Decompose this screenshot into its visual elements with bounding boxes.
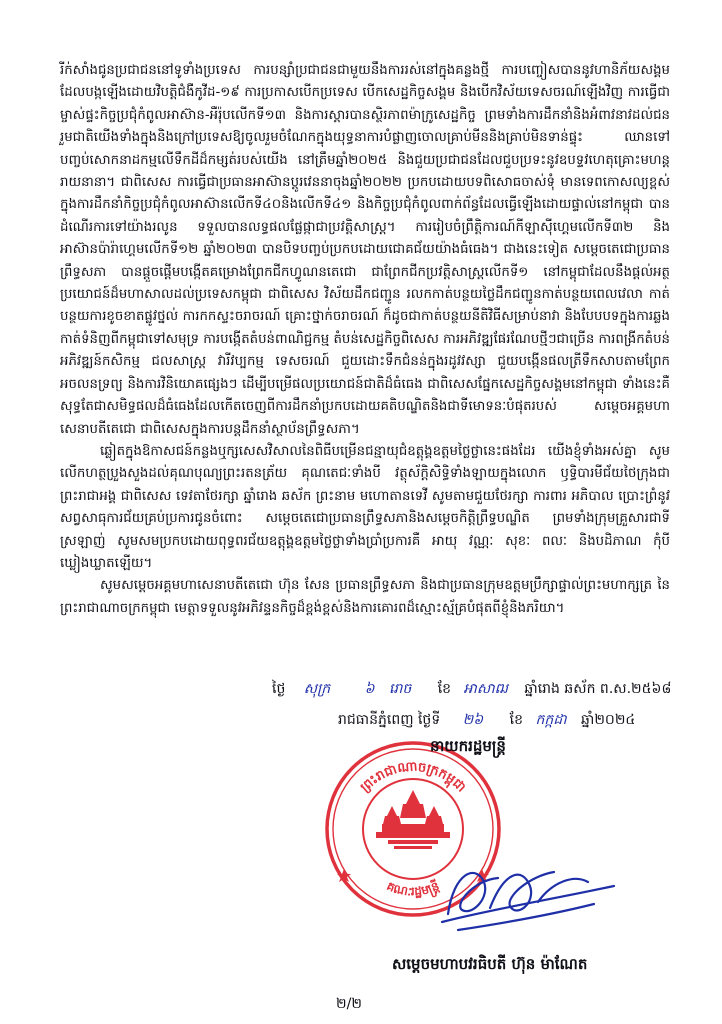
lunar-phase: រោច	[389, 681, 412, 697]
angkor-wat-emblem	[376, 790, 450, 849]
paragraph-1: រីក់សាំងជូនប្រជាជននៅទូទាំងប្រទេស ការបន្សាំប្រជាជនជាមួយនឹងការរស់នៅក្នុងគន្លងថ្មី ការបញ្ចៀសបាននូវហានិភ័យសង្គមដែលបង្កឡើងដោយវិបត្តិជំងឺកូវីដ-១៩ ការប្រកាសបើកប្រទេស បើកសេដ្ឋកិច្ចសង្គម និងបើកវិស័យទេសចរណ៍ឡើងវិញ ការធ្វើជាម្ចាស់ផ្ទះកិច្ចប្រជុំកំពូលអាស៊ាន-អឺរ៉ុបលើកទី១៣ និងការស្តារបានស្ថិរភាពម៉ាក្រូសេដ្ឋកិច្ច ព្រមទាំងការដឹកនាំនិងអំពាវនាវដល់ជនរួមជាតិយើងទាំងក្នុងនិងក្រៅប្រទេសឱ្យចូលរួមចំណែកក្នុងយុទ្ធនាការបំផ្លាញចោលគ្រាប់មីននិងគ្រាប់មិនទាន់ផ្ទុះ ឈានទៅបញ្ចប់សោកនាដកម្មលើទឹកដីដ៏កម្សត់របស់យើង នៅត្រឹមឆ្នាំ២០២៥ និងជួយប្រជាជនដែលជួបប្រទះនូវឧបទ្ទវហេតុគ្រោះមហន្តរាយនានា។ ជាពិសេស ការធ្វើជាប្រធានអាស៊ានប្តូរវេននាចុងឆ្នាំ២០២២ ប្រកបដោយបទពិសោធចាស់ទុំ មានទេពកោសល្យខ្ពស់ក្នុងការដឹកនាំកិច្ចប្រជុំកំពូលអាស៊ានលើកទី៤០និងលើកទី៤១ និងកិច្ចប្រជុំកំពូលពាក់ព័ន្ធដែលធ្វើឡើងដោយផ្ទាល់នៅកម្ពុជា បានដំណើរការទៅយ៉ាងរលូន ទទួលបានលទ្ធផលផ្លែផ្កាជាប្រវត្តិសាស្ត្រ។ ការរៀបចំព្រឹត្តិការណ៍កីឡាស៊ីហ្គេមលើកទី៣២ និងអាស៊ានប៉ារ៉ាហ្គេមលើកទី១២ ឆ្នាំ២០២៣ បានបិទបញ្ចប់ប្រកបដោយជោគជ័យយ៉ាងធំធេង។ ជាងនេះទៀត សម្តេចតេជោប្រធានព្រឹទ្ធសភា បានផ្តួចផ្តើមបង្កើតគម្រោងព្រែកជីកហ្វូណនតេជោ ជាព្រែកជីកប្រវត្តិសាស្ត្រលើកទី១ នៅកម្ពុជាដែលនឹងផ្តល់អត្ថប្រយោជន៍ដ៏មហាសាលដល់ប្រទេសកម្ពុជា ជាពិសេស វិស័យដឹកជញ្ជូន រលកកាត់បន្ថយថ្លៃដឹកជញ្ជូនកាត់បន្ថយពេលវេលា កាត់បន្ថយការខូចខាតផ្លូវថ្នល់ ការកកស្ទះចរាចរណ៍ គ្រោះថ្នាក់ចរាចរណ៍ ក៏ដូចជាកាត់បន្ថយនីតិវិធីសម្រាប់នាវា និងបែបបទក្នុងការឆ្លងកាត់ទំនិញពីកម្ពុជាទៅសមុទ្រ ការបង្កើតតំបន់ពាណិជ្ជកម្ម តំបន់សេដ្ឋកិច្ចពិសេស ការអភិវឌ្ឍផែរណែបថ្មីៗជាច្រើន ការពង្រីកតំបន់អភិវឌ្ឍន៍កសិកម្ម ជលសាស្ត្រ វារីវប្បកម្ម ទេសចរណ៍ ជួយដោះទឹកជំនន់ក្នុងរដូវវស្សា ជួយបង្កើនផលត្រីទឹកសាបតាមព្រែក អចលនទ្រព្យ និងការវិនិយោគផ្សេងៗ ដើម្បីបម្រើផលប្រយោជន៍ជាតិដ៏ធំធេង ជាពិសេសផ្នែកសេដ្ឋកិច្ចសង្គមនៅកម្ពុជា ទាំងនេះគឺសុទ្ធតែជាសមិទ្ធផលដ៏ធំធេងដែលកើតចេញពីការដឹកនាំប្រកបដោយគតិបណ្ឌិតនិងជាទីមោទនៈបំផុតរបស់ សម្តេចអគ្គមហាសេនាបតីតេជោ ជាពិសេសក្នុងការបន្តដឹកនាំស្ថាប័នព្រឹទ្ធសភា។	[60, 63, 670, 437]
lunar-prefix: ថ្ងៃ	[272, 681, 286, 697]
page-number: ២/២	[336, 996, 362, 1012]
lunar-date	[272, 679, 671, 700]
solar-month-label: ខែ	[509, 712, 523, 728]
lunar-suffix: ឆ្នាំរោង ឆស័ក ព.ស.២៥៦៨	[524, 681, 672, 697]
seal-bottom-text: គណៈរដ្ឋមន្ត្រី	[384, 878, 442, 899]
lunar-month-label: ខែ	[437, 681, 452, 697]
letter-body	[60, 60, 670, 620]
seal-top-text: ព្រះរាជាណាចក្រកម្ពុជា	[357, 759, 469, 796]
solar-prefix: រាជធានីភ្នំពេញ ថ្ងៃទី	[338, 712, 441, 728]
solar-day: ២៦	[462, 712, 484, 728]
handwritten-signature	[418, 852, 628, 942]
paragraph-3: សូមសម្តេចអគ្គមហាសេនាបតីតេជោ ហ៊ុន សែន ប្រធានព្រឹទ្ធសភា និងជាប្រធានក្រុមឧត្តមប្រឹក្សាផ្ទាល់ព្រះមហាក្សត្រ នៃព្រះរាជាណាចក្រកម្ពុជា មេត្តាទទួលនូវអភិវន្ទនកិច្ចដ៏ខ្ពង់ខ្ពស់និងការគោរពដ៏ស្មោះស្ម័គ្របំផុតពីខ្ញុំនិងភរិយា។	[60, 578, 670, 616]
paragraph-2: ឆ្លៀតក្នុងឱកាសជន៍កន្លងឬក្សសេសវិសាលនៃពិធីបម្រើនជន្មាយុជំឧត្តុង្គឧត្តមថ្លៃថ្លានេះផងដែរ យើងខ្ញុំទាំងអស់គ្នា សូមលើកហត្ថប្រួងសួងដល់គុណបុណ្យព្រះរតនត្រ័យ គុណតេជៈទាំងបី វត្ថុស័ក្តិសិទ្ធិទាំងឡាយក្នុងលោក ឫទ្ធិបារមីជ័យថៃក្រុងជាព្រះរាជាអង្គ ជាពិសេស ទេវតាថែរក្សា ឆ្នាំរោង ឆស័ក ព្រះនាម មហោតានទេវី សូមតាមជួយថែរក្សា ការពារ អភិបាល ប្រោះព្រំនូវសព្វសាធុការជ័យគ្រប់ប្រការជូនចំពោះ សម្តេចតេជោប្រធានព្រឹទ្ធសភានិងសម្តេចកិត្តិព្រឹទ្ធបណ្ឌិត ព្រមទាំងក្រុមគ្រួសារជាទីស្រឡាញ់ សូមសមប្រកបដោយពុទ្ធពរជ័យឧត្តុង្គឧត្តមថ្លៃថ្លាទាំងប្រាំប្រការគឺ អាយុ វណ្ណៈ សុខៈ ពលៈ និងបដិភាណ កុំបីឃ្លៀងឃ្លាតឡើយ។	[60, 443, 670, 571]
lunar-weekday: សុក្រ	[303, 681, 331, 697]
signer-name: សម្តេចមហាបវរធិបតី ហ៊ុន ម៉ាណែត	[392, 955, 588, 973]
solar-date	[338, 710, 635, 731]
lunar-month: អាសាឍ	[463, 681, 508, 697]
solar-suffix: ឆ្នាំ២០២៤	[581, 712, 636, 728]
solar-month: កក្កដា	[535, 712, 567, 728]
svg-text:ព្រះរាជាណាចក្រកម្ពុជា	[358, 759, 469, 795]
signer-title: នាយករដ្ឋមន្ត្រី	[430, 737, 506, 755]
lunar-day: ៦	[364, 681, 375, 697]
